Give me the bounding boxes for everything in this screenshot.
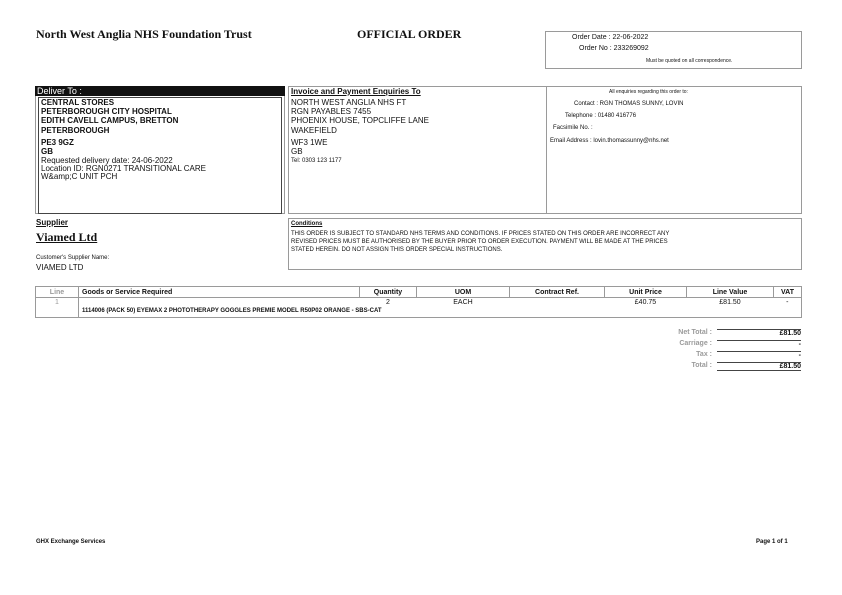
deliver-country: GB bbox=[41, 146, 53, 156]
deliver-line-4: PETERBOROUGH bbox=[41, 125, 110, 135]
row-line-number: 1 bbox=[36, 298, 79, 308]
contact-name: Contact : RGN THOMAS SUNNY, LOVIN bbox=[574, 101, 684, 107]
footer-exchange: GHX Exchange Services bbox=[36, 539, 106, 545]
invoice-line-3: PHOENIX HOUSE, TOPCLIFFE LANE bbox=[291, 116, 429, 126]
row-line-value: £81.50 bbox=[719, 299, 741, 306]
deliver-line-2: PETERBOROUGH CITY HOSPITAL bbox=[41, 107, 172, 117]
invoice-heading: Invoice and Payment Enquiries To bbox=[291, 87, 421, 96]
conditions-box bbox=[288, 218, 802, 270]
deliver-address bbox=[38, 97, 282, 214]
page-number: Page 1 of 1 bbox=[756, 539, 788, 545]
table-header-row bbox=[36, 287, 802, 298]
invoice-country: GB bbox=[291, 146, 303, 156]
conditions-line-1: THIS ORDER IS SUBJECT TO STANDARD NHS TERMS AND CONDITIONS. IF PRICES STATED ON THIS ORDER ARE INCORRECT ANY bbox=[291, 231, 670, 237]
location-unit: W&amp;C UNIT PCH bbox=[41, 172, 118, 182]
table-row bbox=[36, 298, 802, 308]
customer-supplier-label: Customer's Supplier Name: bbox=[36, 255, 110, 261]
row-vat: - bbox=[786, 299, 789, 306]
invoice-line-2: RGN PAYABLES 7455 bbox=[291, 107, 372, 117]
row-quantity: 2 bbox=[386, 299, 390, 306]
customer-supplier-name: VIAMED LTD bbox=[36, 263, 84, 272]
deliver-to-heading: Deliver To : bbox=[35, 86, 285, 96]
conditions-line-2: REVISED PRICES MUST BE AUTHORISED BY THE BUYER PRIOR TO ORDER EXECUTION. PAYMENT WILL BE MADE AT THE PRICES bbox=[291, 238, 668, 245]
deliver-postcode: PE3 9GZ bbox=[41, 137, 74, 147]
invoice-line-1: NORTH WEST ANGLIA NHS FT bbox=[291, 98, 407, 107]
col-goods: Goods or Service Required bbox=[79, 287, 360, 298]
invoice-divider bbox=[546, 86, 547, 214]
tax-value: - bbox=[717, 351, 801, 359]
enquiries-heading: All enquiries regarding this order to: bbox=[609, 89, 688, 95]
total-label: Total : bbox=[691, 362, 712, 369]
invoice-telephone: Tel: 0303 123 1177 bbox=[291, 158, 342, 165]
order-number: Order No : 233269092 bbox=[579, 45, 649, 52]
deliver-line-1: CENTRAL STORES bbox=[41, 98, 115, 107]
col-vat: VAT bbox=[774, 287, 802, 298]
invoice-box bbox=[288, 86, 802, 214]
col-contract-ref: Contract Ref. bbox=[510, 287, 605, 298]
contact-telephone: Telephone : 01480 416776 bbox=[565, 113, 637, 119]
table-row-description bbox=[36, 307, 802, 318]
supplier-heading: Supplier bbox=[36, 218, 69, 227]
row-uom: EACH bbox=[453, 299, 473, 306]
invoice-postcode: WF3 1WE bbox=[291, 137, 328, 147]
conditions-heading: Conditions bbox=[291, 221, 323, 227]
order-info-box bbox=[545, 31, 802, 69]
row-unit-price: £40.75 bbox=[634, 299, 657, 306]
deliver-line-3: EDITH CAVELL CAMPUS, BRETTON bbox=[41, 116, 179, 126]
deliver-to-box bbox=[35, 86, 285, 214]
conditions-line-3: STATED HEREIN. DO NOT ASSIGN THIS ORDER SPECIAL INSTRUCTIONS. bbox=[291, 246, 503, 253]
col-quantity: Quantity bbox=[360, 287, 417, 298]
carriage-label: Carriage : bbox=[679, 340, 712, 347]
document-title: OFFICIAL ORDER bbox=[357, 27, 462, 41]
row-description: 1114006 (PACK 50) EYEMAX 2 PHOTOTHERAPY GOGGLES PREMIE MODEL R50P02 ORANGE - SBS-CAT bbox=[82, 308, 382, 314]
order-date: Order Date : 22-06-2022 bbox=[572, 34, 649, 41]
contact-email: Email Address : lovin.thomassunny@nhs.net bbox=[550, 138, 669, 144]
net-total-value: £81.50 bbox=[717, 329, 801, 337]
location-id: Location ID: RGN0271 TRANSITIONAL CARE bbox=[41, 164, 206, 174]
col-line: Line bbox=[36, 287, 79, 298]
col-unit-price: Unit Price bbox=[605, 287, 687, 298]
col-line-value: Line Value bbox=[687, 287, 774, 298]
invoice-line-4: WAKEFIELD bbox=[291, 125, 337, 135]
contact-fax: Facsimile No. : bbox=[553, 125, 593, 131]
carriage-value: - bbox=[717, 340, 801, 348]
net-total-label: Net Total : bbox=[678, 329, 712, 336]
supplier-name: Viamed Ltd bbox=[36, 230, 98, 244]
requested-delivery-date: Requested delivery date: 24-06-2022 bbox=[41, 156, 173, 166]
trust-name: North West Anglia NHS Foundation Trust bbox=[36, 27, 252, 41]
order-items-table bbox=[35, 286, 802, 318]
quote-note: Must be quoted on all correspondence. bbox=[646, 58, 733, 64]
tax-label: Tax : bbox=[696, 351, 712, 358]
col-uom: UOM bbox=[417, 287, 510, 298]
total-value: £81.50 bbox=[717, 362, 801, 371]
